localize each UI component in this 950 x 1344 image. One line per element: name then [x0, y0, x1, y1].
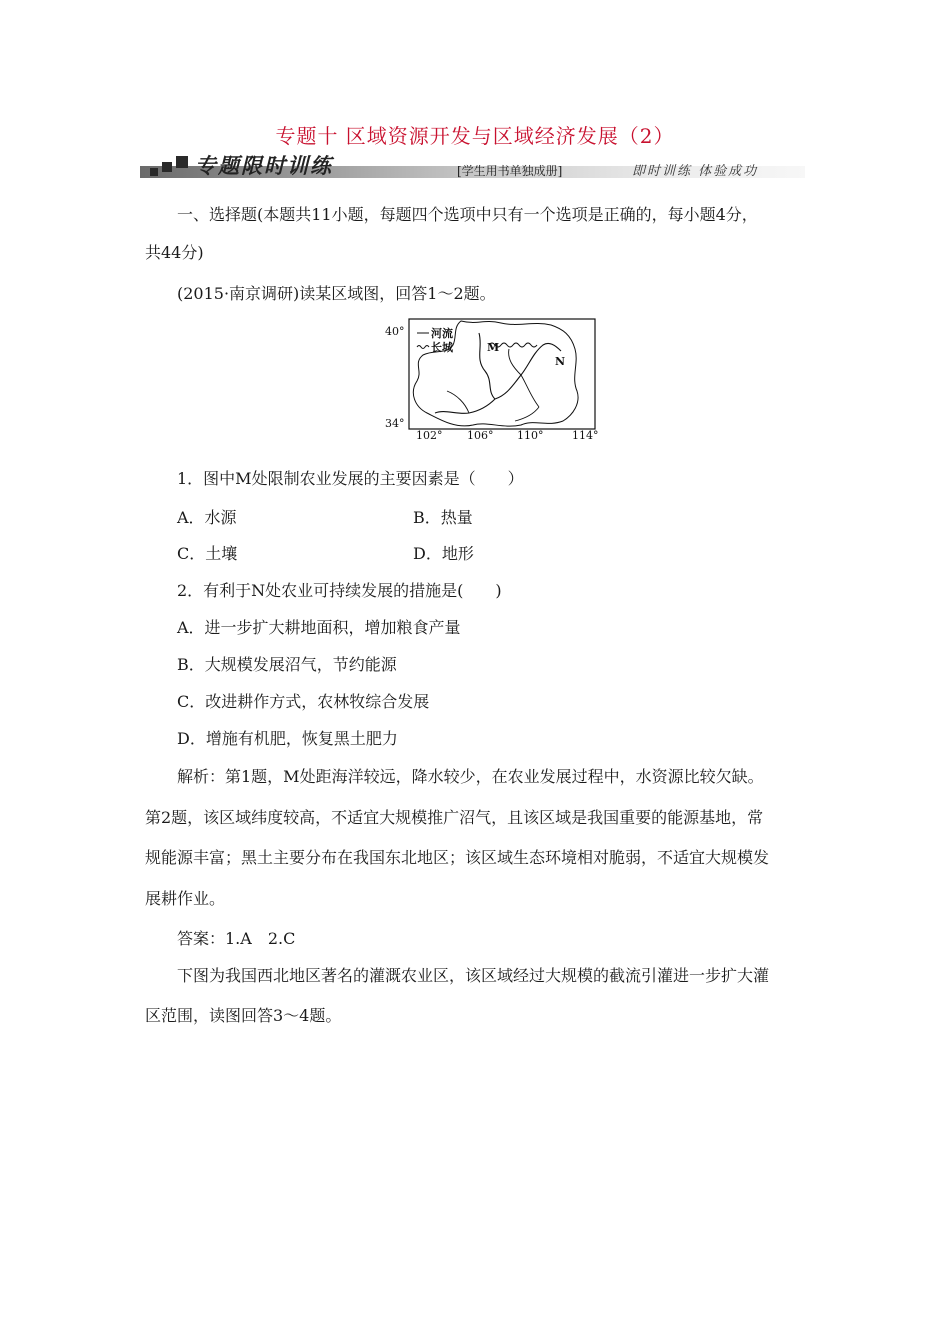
question-intro: (2015·南京调研)读某区域图，回答1～2题。 — [177, 284, 496, 303]
q1-stem: 1．图中M处限制农业发展的主要因素是（ ） — [177, 469, 524, 488]
section-banner — [140, 150, 805, 184]
analysis-line1: 解析：第1题，M处距海洋较远，降水较少，在农业发展过程中，水资源比较欠缺。 — [177, 767, 764, 786]
next-intro-line1: 下图为我国西北地区著名的灌溉农业区，该区域经过大规模的截流引灌进一步扩大灌 — [177, 966, 770, 985]
map-lon-1: 102° — [416, 429, 443, 442]
q2-option-c: C．改进耕作方式，农林牧综合发展 — [177, 692, 430, 711]
legend-wall-label: 长城 — [431, 341, 453, 354]
banner-title: 专题限时训练 — [195, 154, 333, 178]
q1-option-d: D．地形 — [413, 544, 474, 563]
banner-note: [学生用书单独成册] — [457, 164, 563, 178]
analysis-line4: 展耕作业。 — [145, 889, 226, 908]
map-label-n: N — [555, 355, 566, 368]
analysis-line2: 第2题，该区域纬度较高，不适宜大规模推广沼气，且该区域是我国重要的能源基地，常 — [145, 808, 764, 827]
analysis-line3: 规能源丰富；黑土主要分布在我国东北地区；该区域生态环境相对脆弱，不适宜大规模发 — [145, 848, 770, 867]
map-lat-top: 40° — [385, 325, 405, 338]
legend-wall-icon — [417, 346, 429, 349]
q1-option-c: C．土壤 — [177, 544, 238, 563]
q2-stem: 2．有利于N处农业可持续发展的措施是( ) — [177, 581, 502, 600]
answer: 答案：1.A 2.C — [177, 929, 296, 948]
banner-slogan: 即时训练 体验成功 — [632, 164, 759, 179]
next-intro-line2: 区范围，读图回答3～4题。 — [145, 1006, 342, 1025]
q2-option-a: A．进一步扩大耕地面积，增加粮食产量 — [177, 618, 461, 637]
map-lat-bottom: 34° — [385, 417, 405, 430]
section-heading-line2: 共44分) — [145, 243, 204, 262]
page-title: 专题十 区域资源开发与区域经济发展（2） — [275, 124, 675, 148]
map-lon-4: 114° — [572, 429, 599, 442]
legend-river-label: 河流 — [431, 327, 453, 340]
q1-option-a: A．水源 — [177, 508, 237, 527]
q1-option-b: B．热量 — [413, 508, 473, 527]
region-map — [383, 315, 603, 445]
q2-option-d: D．增施有机肥，恢复黑土肥力 — [177, 729, 398, 748]
map-lon-3: 110° — [517, 429, 544, 442]
q2-option-b: B．大规模发展沼气，节约能源 — [177, 655, 397, 674]
map-label-m: M — [487, 341, 500, 354]
map-lon-2: 106° — [467, 429, 494, 442]
river-tributaries — [447, 349, 539, 421]
section-heading-line1: 一、选择题(本题共11小题，每题四个选项中只有一个选项是正确的，每小题4分， — [177, 205, 758, 224]
